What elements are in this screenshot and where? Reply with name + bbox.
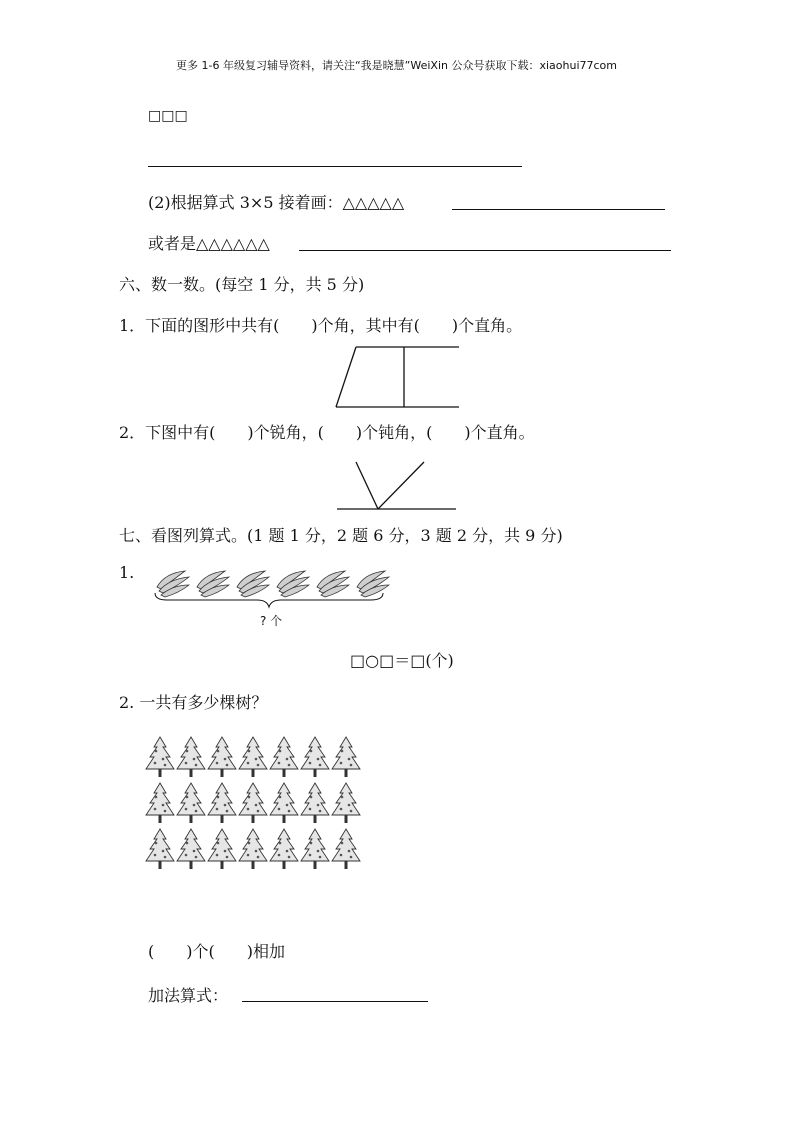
question-6-2: 2．下图中有( )个锐角，( )个钝角，( )个直角。 (119, 423, 535, 442)
tree-icon (239, 737, 267, 777)
answer-line[interactable] (452, 209, 665, 210)
tree-icon (208, 737, 236, 777)
tree-icon (208, 829, 236, 869)
draw-prompt-1: (2)根据算式 3×5 接着画：△△△△△ (148, 193, 405, 212)
tree-icon (177, 829, 205, 869)
tree-grid (142, 735, 394, 870)
answer-line[interactable] (299, 250, 671, 251)
question-7-1-number: 1. (119, 563, 135, 582)
tree-icon (146, 829, 174, 869)
answer-line[interactable] (148, 166, 522, 167)
addition-formula-label: 加法算式： (148, 986, 229, 1005)
brace-icon (153, 592, 385, 608)
answer-line[interactable] (242, 1001, 428, 1002)
brace-label: ? 个 (260, 614, 283, 628)
tree-icon (270, 783, 298, 823)
tree-icon (146, 737, 174, 777)
draw-prompt-2: 或者是△△△△△△ (148, 234, 270, 253)
section-6-title: 六、数一数。(每空 1 分，共 5 分) (119, 275, 365, 294)
tree-icon (301, 783, 329, 823)
tree-icon (332, 783, 360, 823)
angle-figure-lines (337, 462, 457, 510)
tree-icon (332, 737, 360, 777)
answer-boxes: □□□ (148, 108, 188, 124)
tree-icon (177, 737, 205, 777)
question-7-2-fill: ( )个( )相加 (148, 942, 285, 961)
tree-icon (146, 783, 174, 823)
tree-icon (208, 783, 236, 823)
section-7-title: 七、看图列算式。(1 题 1 分，2 题 6 分，3 题 2 分，共 9 分) (119, 526, 563, 545)
tree-icon (270, 737, 298, 777)
page-header: 更多 1-6 年级复习辅导资料，请关注“我是晓慧”WeiXin 公众号获取下载：xiaohui77com (176, 59, 617, 72)
question-6-1: 1．下面的图形中共有( )个角，其中有( )个直角。 (119, 316, 523, 335)
tree-icon (270, 829, 298, 869)
tree-icon (301, 737, 329, 777)
angle-figure-trapezoid (335, 346, 460, 408)
question-7-1-formula: □○□＝□(个) (350, 651, 454, 670)
question-7-2-title: 2. 一共有多少棵树？ (119, 693, 268, 712)
tree-icon (332, 829, 360, 869)
tree-icon (239, 829, 267, 869)
tree-icon (177, 783, 205, 823)
tree-icon (239, 783, 267, 823)
tree-icon (301, 829, 329, 869)
